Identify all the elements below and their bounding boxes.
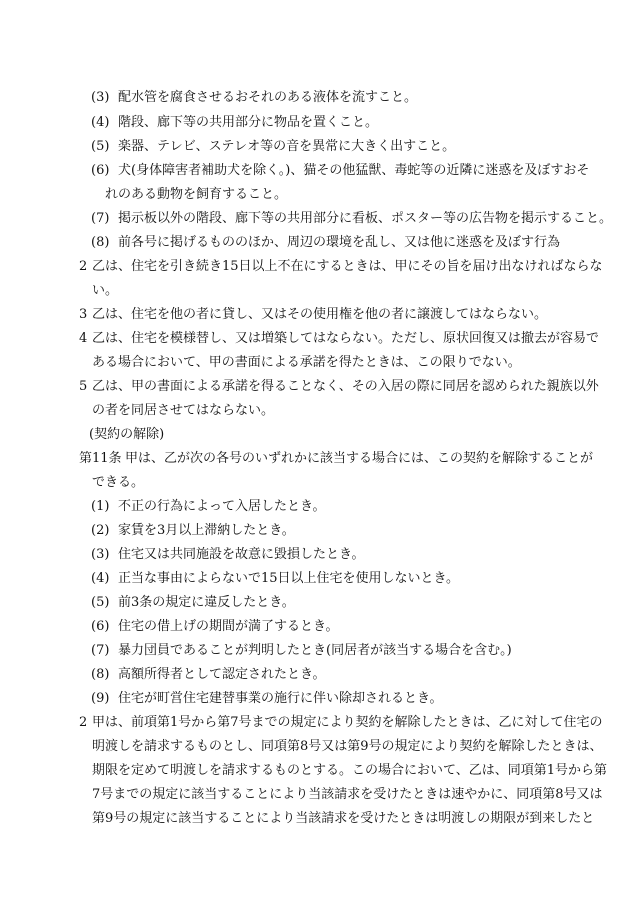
paragraph-text: 明渡しを請求するものとし、同項第8号又は第9号の規定により契約を解除したときは、 — [92, 739, 603, 754]
item-text: 暴力団員であることが判明したとき(同居者が該当する場合を含む。) — [118, 643, 512, 658]
item-text: 楽器、テレビ、ステレオ等の音を異常に大きく出すこと。 — [118, 139, 456, 154]
paragraph-text: の者を同居させてはならない。 — [92, 403, 275, 418]
item-number: (8) — [91, 235, 110, 250]
item-number: (3) — [91, 90, 110, 105]
item-text: 住宅又は共同施設を故意に毀損したとき。 — [118, 547, 365, 562]
item-text: 正当な事由によらないで15日以上住宅を使用しないとき。 — [118, 571, 460, 586]
paragraph-text: 乙は、住宅を他の者に貸し、又はその使用権を他の者に譲渡してはならない。 — [92, 307, 548, 322]
paragraph-number: 2 — [79, 715, 88, 730]
paragraph-text: 7号までの規定に該当することにより当該請求を受けたときは速やかに、同項第8号又は — [92, 787, 603, 802]
item-text: 住宅が町営住宅建替事業の施行に伴い除却されるとき。 — [118, 691, 443, 706]
item-text: 前3条の規定に違反したとき。 — [118, 595, 295, 610]
item-text: 高額所得者として認定されたとき。 — [118, 667, 326, 682]
item-text: 家賃を3月以上滞納したとき。 — [118, 523, 295, 538]
item-number: (5) — [91, 139, 110, 154]
item-text: 不正の行為によって入居したとき。 — [118, 499, 326, 514]
article-text: できる。 — [92, 475, 145, 490]
item-text: 配水管を腐食させるおそれのある液体を流すこと。 — [118, 90, 418, 105]
item-text-continuation: れのある動物を飼育すること。 — [105, 187, 288, 202]
item-number: (6) — [91, 163, 110, 178]
item-number: (8) — [91, 667, 110, 682]
paragraph-number: 4 — [79, 331, 88, 346]
item-number: (3) — [91, 547, 110, 562]
item-number: (2) — [91, 523, 110, 538]
item-number: (7) — [91, 211, 110, 226]
item-number: (4) — [91, 571, 110, 586]
item-number: (1) — [91, 499, 110, 514]
item-text: 犬(身体障害者補助犬を除く。)、猫その他猛獣、毒蛇等の近隣に迷惑を及ぼすおそ — [118, 163, 590, 178]
paragraph-number: 5 — [79, 379, 88, 394]
paragraph-text: 甲は、前項第1号から第7号までの規定により契約を解除したときは、乙に対して住宅の — [92, 715, 603, 730]
item-text: 前各号に掲げるもののほか、周辺の環境を乱し、又は他に迷惑を及ぼす行為 — [118, 235, 561, 250]
paragraph-text: 第9号の規定に該当することにより当該請求を受けたときは明渡しの期限が到来したと — [92, 811, 595, 826]
article-heading-text: (契約の解除) — [89, 427, 165, 442]
item-number: (4) — [91, 115, 110, 130]
paragraph-number: 3 — [79, 307, 88, 322]
item-text: 掲示板以外の階段、廊下等の共用部分に看板、ポスター等の広告物を掲示すること。 — [118, 211, 613, 226]
paragraph-number: 2 — [79, 259, 88, 274]
item-number: (9) — [91, 691, 110, 706]
article-text: 甲は、乙が次の各号のいずれかに該当する場合には、この契約を解除することが — [125, 451, 594, 466]
paragraph-text: 乙は、甲の書面による承諾を得ることなく、その入居の際に同居を認められた親族以外 — [92, 379, 599, 394]
item-text: 階段、廊下等の共用部分に物品を置くこと。 — [118, 115, 379, 130]
item-number: (7) — [91, 643, 110, 658]
paragraph-text: 乙は、住宅を引き続き15日以上不在にするときは、甲にその旨を届け出なければならな — [92, 259, 603, 274]
paragraph-text: 期限を定めて明渡しを請求するものとする。この場合において、乙は、同項第1号から第 — [92, 763, 608, 778]
paragraph-text: ある場合において、甲の書面による承諾を得たときは、この限りでない。 — [92, 355, 521, 370]
item-text: 住宅の借上げの期間が満了するとき。 — [118, 619, 339, 634]
item-number: (5) — [91, 595, 110, 610]
item-number: (6) — [91, 619, 110, 634]
paragraph-text: 乙は、住宅を模様替し、又は増築してはならない。ただし、原状回復又は撤去が容易で — [92, 331, 600, 346]
paragraph-text: い。 — [92, 283, 119, 298]
article-number: 第11条 — [79, 451, 122, 466]
